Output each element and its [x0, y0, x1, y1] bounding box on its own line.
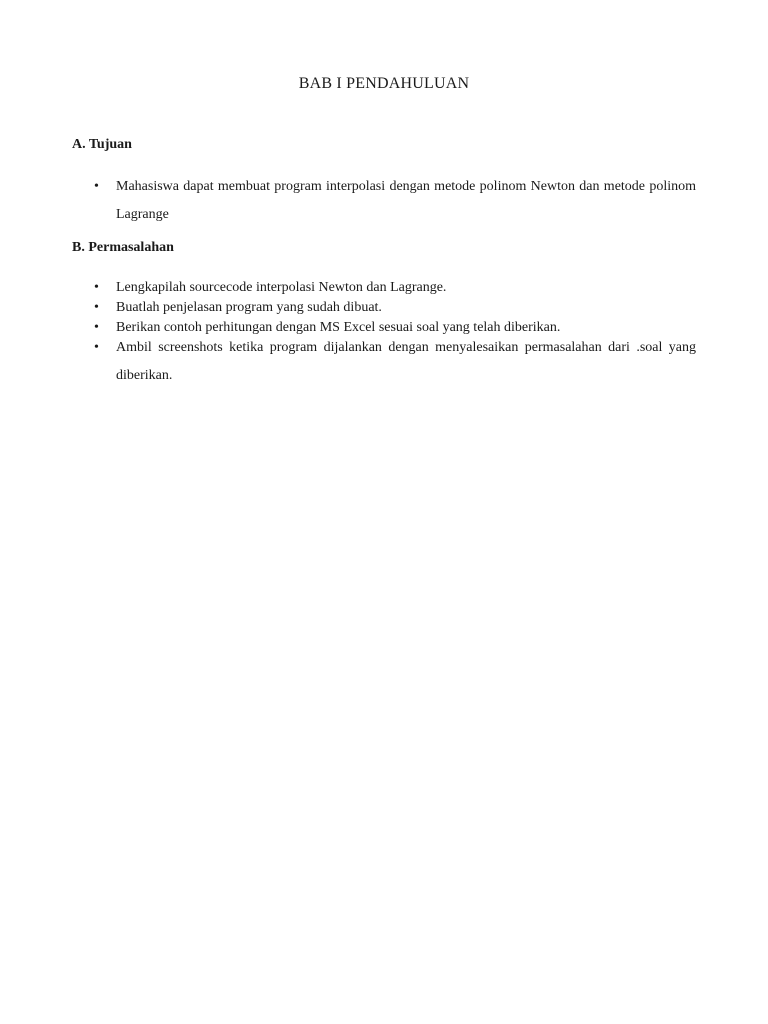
tujuan-list: [92, 173, 696, 229]
bullet-icon: •: [94, 280, 99, 295]
list-item: [92, 334, 696, 390]
list-item-text: Mahasiswa dapat membuat program interpolasi dengan metode polinom Newton dan metode polinom Lagrange: [116, 179, 696, 222]
bullet-icon: •: [94, 300, 99, 315]
list-item: [92, 298, 696, 318]
document-title: BAB I PENDAHULUAN: [298, 75, 470, 92]
list-item-text: Buatlah penjelasan program yang sudah dibuat.: [116, 300, 382, 315]
list-item-text: Lengkapilah sourcecode interpolasi Newton dan Lagrange.: [116, 280, 447, 295]
permasalahan-list: [92, 278, 696, 390]
bullet-icon: •: [94, 340, 99, 355]
section-heading-permasalahan: B. Permasalahan: [72, 240, 174, 255]
list-item: [92, 173, 696, 229]
section-heading-tujuan: A. Tujuan: [72, 137, 132, 152]
list-item-text: Berikan contoh perhitungan dengan MS Excel sesuai soal yang telah diberikan.: [116, 320, 561, 335]
list-item: [92, 278, 696, 298]
bullet-icon: •: [94, 179, 99, 194]
bullet-icon: •: [94, 320, 99, 335]
list-item-text: Ambil screenshots ketika program dijalankan dengan menyalesaikan permasalahan dari .soal yang diberikan.: [116, 340, 696, 383]
